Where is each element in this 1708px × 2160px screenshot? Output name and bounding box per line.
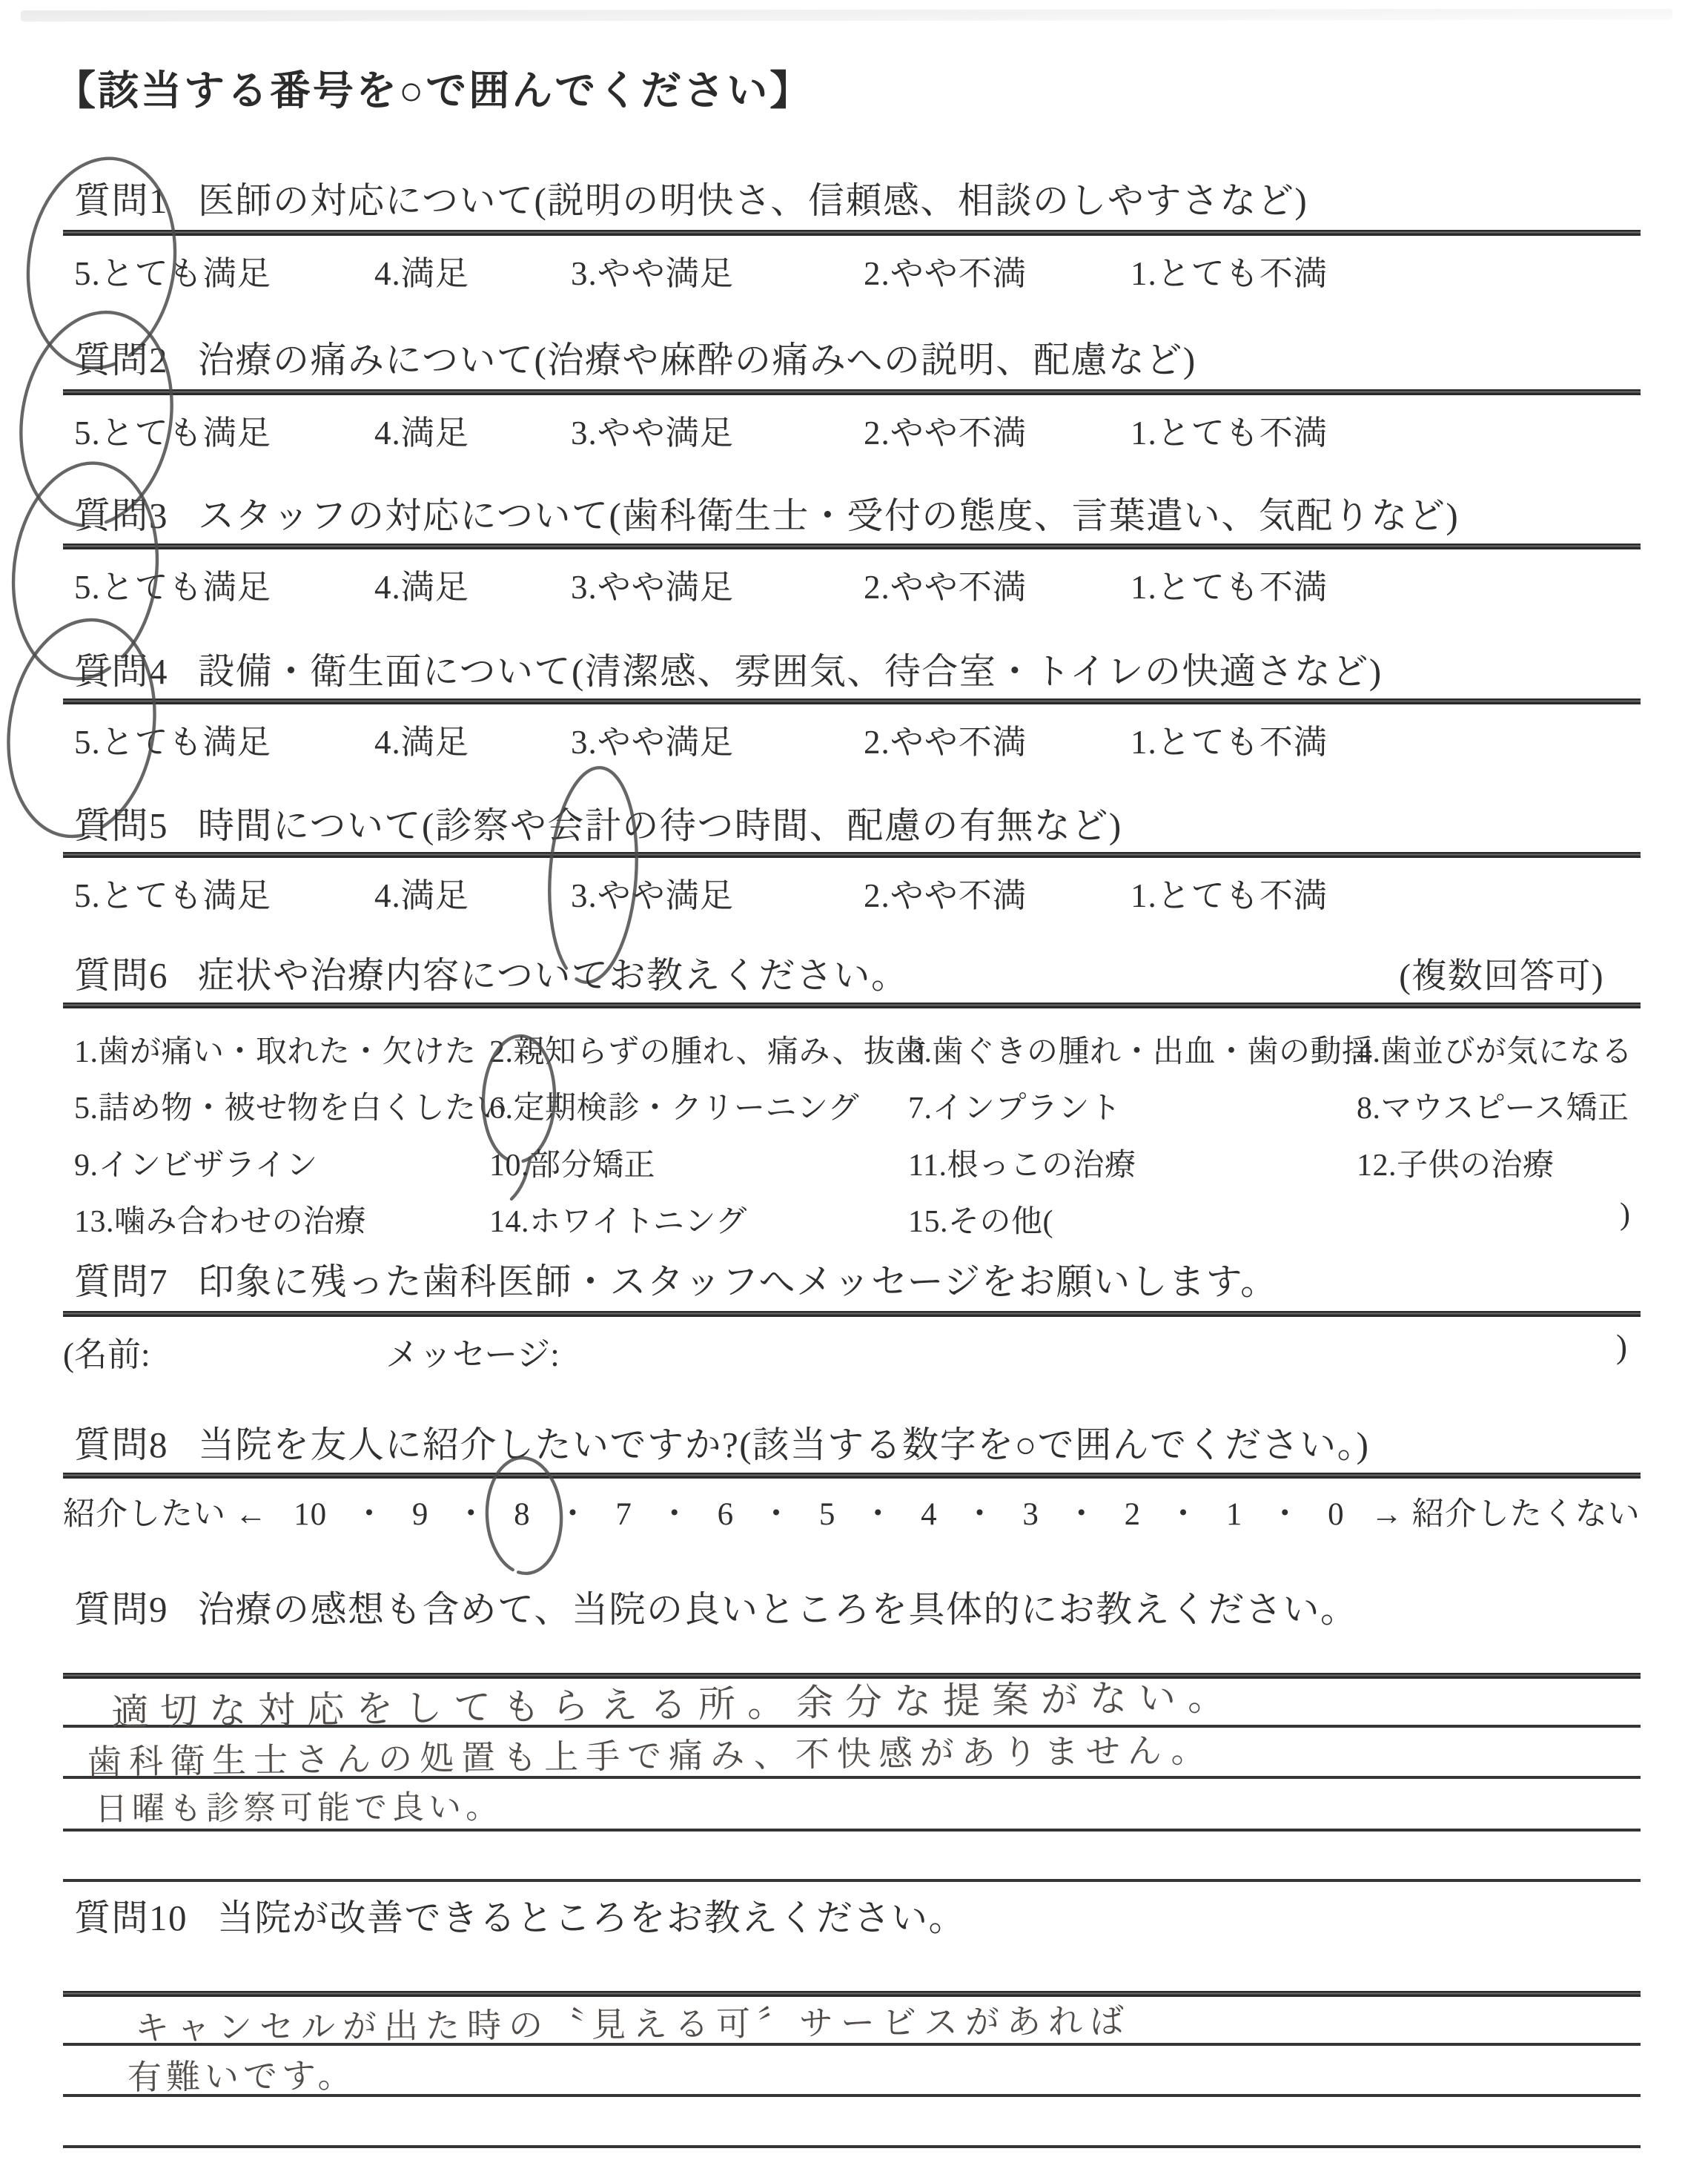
- question-7-heading: [0, 1259, 1708, 1305]
- divider-line: [63, 852, 1641, 858]
- nps-value-4: 4: [921, 1497, 938, 1532]
- nps-scale-row: [63, 1489, 1641, 1534]
- divider-line: [63, 544, 1641, 549]
- question-8-text: 当院を友人に紹介したいですか?(該当する数字を○で囲んでください。): [198, 1424, 1370, 1465]
- rating-option-label: 5.とても満足: [74, 724, 271, 761]
- rating-option-label: 3.やや満足: [571, 877, 734, 914]
- nps-value-10: 10: [294, 1497, 328, 1532]
- divider-line: [63, 389, 1641, 395]
- rating-option-5-circled: [74, 246, 271, 294]
- question-7: [0, 1259, 1708, 1385]
- rating-option-5-circled: [74, 715, 271, 763]
- form-instruction-title: 【該当する番号を○で囲んでください】: [55, 68, 813, 113]
- q6-option-5: 5.詰め物・被せ物を白くしたい: [74, 1091, 509, 1126]
- question-2-heading: [0, 337, 1708, 383]
- rating-option-3: 3.やや満足: [571, 724, 734, 761]
- q6-option-8: 8.マウスピース矯正: [1357, 1091, 1629, 1126]
- name-field-label: (名前:: [63, 1336, 150, 1373]
- q6-option-13: 13.噛み合わせの治療: [74, 1205, 367, 1239]
- rating-option-3-circled: [571, 868, 734, 916]
- question-5-rating-row: [0, 868, 1708, 920]
- rating-option-5-circled: [74, 406, 271, 454]
- question-3-rating-row: [0, 560, 1708, 612]
- question-1-text: 医師の対応について(説明の明快さ、信頼感、相談のしやすさなど): [198, 180, 1308, 221]
- divider-line: [63, 1311, 1641, 1317]
- dot-separator: ・: [658, 1497, 692, 1532]
- question-2: [0, 337, 1708, 463]
- rating-option-5: 5.とても満足: [74, 877, 271, 914]
- q6-option-14: 14.ホワイトニング: [489, 1205, 747, 1239]
- nps-value-3: 3: [1022, 1497, 1039, 1532]
- question-10: [0, 1895, 1708, 2160]
- rating-option-label: 5.とても満足: [74, 569, 271, 606]
- rating-option-3: 3.やや満足: [571, 255, 734, 292]
- question-7-number: 質問7: [74, 1261, 169, 1302]
- handwritten-answer-line: キャンセルが出た時の〝見える可〞サービスがあれば: [134, 2002, 1132, 2047]
- message-field-label: メッセージ:: [385, 1336, 560, 1373]
- dot-separator: ・: [1065, 1497, 1099, 1532]
- divider-line: [63, 1473, 1641, 1479]
- nps-value-7: 7: [615, 1497, 632, 1532]
- dot-separator: ・: [964, 1497, 996, 1532]
- question-9-heading: [0, 1589, 1708, 1631]
- nps-value-9: 9: [411, 1497, 429, 1532]
- rating-option-4: 4.満足: [374, 724, 469, 761]
- nps-value-1: 1: [1225, 1497, 1243, 1532]
- question-5-heading: [0, 803, 1708, 849]
- question-5-text: 時間について(診察や会計の待つ時間、配慮の有無など): [198, 805, 1122, 846]
- rating-option-1: 1.とても不満: [1131, 415, 1328, 452]
- handwritten-answer-line: 日曜も診察可能で良い。: [94, 1789, 503, 1828]
- dot-separator: ・: [1268, 1497, 1302, 1532]
- question-5-number: 質問5: [74, 805, 169, 846]
- question-2-number: 質問2: [74, 340, 169, 380]
- q6-option-1: 1.歯が痛い・取れた・欠けた: [74, 1035, 477, 1069]
- q6-option-10: 10.部分矯正: [489, 1149, 656, 1183]
- question-10-number: 質問10: [74, 1898, 188, 1938]
- rating-option-3: 3.やや満足: [571, 569, 734, 606]
- question-4: [0, 649, 1708, 775]
- dot-separator: ・: [861, 1497, 895, 1532]
- question-9-number: 質問9: [74, 1589, 169, 1630]
- question-1-rating-row: [0, 246, 1708, 298]
- q6-option-7: 7.インプラント: [908, 1091, 1122, 1126]
- rating-option-3: 3.やや満足: [571, 415, 734, 452]
- handwritten-answer-line: 適切な対応をしてもらえる所。余分な提案がない。: [110, 1676, 1237, 1734]
- question-2-text: 治療の痛みについて(治療や麻酔の痛みへの説明、配慮など): [198, 340, 1196, 380]
- rating-option-2: 2.やや不満: [864, 569, 1027, 606]
- rating-option-2: 2.やや不満: [864, 724, 1027, 761]
- divider-line: [63, 230, 1641, 236]
- rating-option-1: 1.とても不満: [1131, 877, 1328, 914]
- rating-option-5-circled: [74, 560, 271, 608]
- writing-line: [63, 1879, 1641, 1882]
- rating-option-label: 5.とても満足: [74, 415, 271, 452]
- dot-separator: ・: [454, 1497, 488, 1532]
- q6-option-4: 4.歯並びが気になる: [1357, 1035, 1633, 1069]
- rating-option-1: 1.とても不満: [1131, 569, 1328, 606]
- question-6-options-grid: [0, 953, 1708, 1264]
- question-9-text: 治療の感想も含めて、当院の良いところを具体的にお教えください。: [198, 1589, 1358, 1630]
- q6-option-9: 9.インビザライン: [74, 1149, 318, 1183]
- question-7-text: 印象に残った歯科医師・スタッフへメッセージをお願いします。: [198, 1261, 1278, 1302]
- rating-option-2: 2.やや不満: [864, 877, 1027, 914]
- nps-value-5: 5: [818, 1497, 836, 1532]
- q6-option-6-circled: [489, 1083, 859, 1128]
- nps-value-6: 6: [717, 1497, 735, 1532]
- question-3-number: 質問3: [74, 495, 169, 536]
- question-3-heading: [0, 493, 1708, 539]
- nps-value-8-label: 8: [514, 1497, 531, 1532]
- handwritten-answer-line: 有難いです。: [127, 2056, 357, 2097]
- dot-separator: ・: [353, 1497, 386, 1532]
- question-8-number: 質問8: [74, 1424, 169, 1465]
- question-6-text: 症状や治療内容についてお教えください。: [198, 955, 909, 996]
- scan-edge-artifact: [21, 9, 1672, 22]
- nps-value-8-circled: [514, 1496, 531, 1533]
- rating-option-4: 4.満足: [374, 255, 469, 292]
- nps-value-2: 2: [1124, 1497, 1142, 1532]
- rating-option-1: 1.とても不満: [1131, 724, 1328, 761]
- handwritten-answer-line: 歯科衛生士さんの処置も上手で痛み、不快感がありません。: [87, 1731, 1213, 1781]
- divider-line: [63, 698, 1641, 704]
- nps-value-0: 0: [1328, 1497, 1345, 1532]
- question-1: [0, 178, 1708, 304]
- dot-separator: ・: [1167, 1497, 1200, 1532]
- question-4-heading: [0, 649, 1708, 695]
- question-9: [0, 1589, 1708, 1856]
- q6-option-2: 2.親知らずの腫れ、痛み、抜歯: [489, 1035, 927, 1069]
- q6-option-12: 12.子供の治療: [1357, 1149, 1555, 1183]
- rating-option-4: 4.満足: [374, 877, 469, 914]
- question-10-heading: [0, 1895, 1708, 1941]
- rating-option-2: 2.やや不満: [864, 415, 1027, 452]
- writing-line: [63, 1829, 1641, 1832]
- question-6-number: 質問6: [74, 955, 169, 996]
- question-5: [0, 803, 1708, 929]
- multiple-answers-note: (複数回答可): [1399, 957, 1604, 996]
- q6-option-15-other: 15.その他(: [908, 1205, 1053, 1239]
- question-7-answer-row: [0, 1327, 1708, 1379]
- q6-option-3: 3.歯ぐきの腫れ・出血・歯の動揺: [908, 1035, 1374, 1069]
- q6-other-close-paren: ): [1620, 1198, 1631, 1232]
- writing-line: [63, 2145, 1641, 2148]
- q6-option-6-label: 6.定期検診・クリーニング: [489, 1091, 860, 1126]
- dot-separator: ・: [760, 1497, 793, 1532]
- question-3-text: スタッフの対応について(歯科衛生士・受付の態度、言葉遣い、気配りなど): [198, 495, 1460, 536]
- rating-option-4: 4.満足: [374, 569, 469, 606]
- rating-option-2: 2.やや不満: [864, 255, 1027, 292]
- question-8: [0, 1422, 1708, 1556]
- nps-right-label: → 紹介したくない: [1371, 1497, 1641, 1532]
- nps-left-label: 紹介したい ←: [63, 1497, 268, 1532]
- question-4-number: 質問4: [74, 651, 169, 692]
- rating-option-4: 4.満足: [374, 415, 469, 452]
- question-6: [0, 953, 1708, 1257]
- question-2-rating-row: [0, 406, 1708, 458]
- question-3: [0, 493, 1708, 619]
- question-1-number: 質問1: [74, 180, 169, 221]
- close-paren: ): [1616, 1328, 1627, 1365]
- rating-option-label: 5.とても満足: [74, 255, 271, 292]
- question-4-text: 設備・衛生面について(清潔感、雰囲気、待合室・トイレの快適さなど): [198, 651, 1383, 692]
- dot-separator: ・: [557, 1497, 589, 1532]
- question-4-rating-row: [0, 715, 1708, 767]
- question-8-heading: [0, 1422, 1708, 1468]
- question-1-heading: [0, 178, 1708, 224]
- rating-option-1: 1.とても不満: [1131, 255, 1328, 292]
- q6-option-11: 11.根っこの治療: [908, 1149, 1136, 1183]
- question-10-text: 当院が改善できるところをお教えください。: [217, 1898, 967, 1938]
